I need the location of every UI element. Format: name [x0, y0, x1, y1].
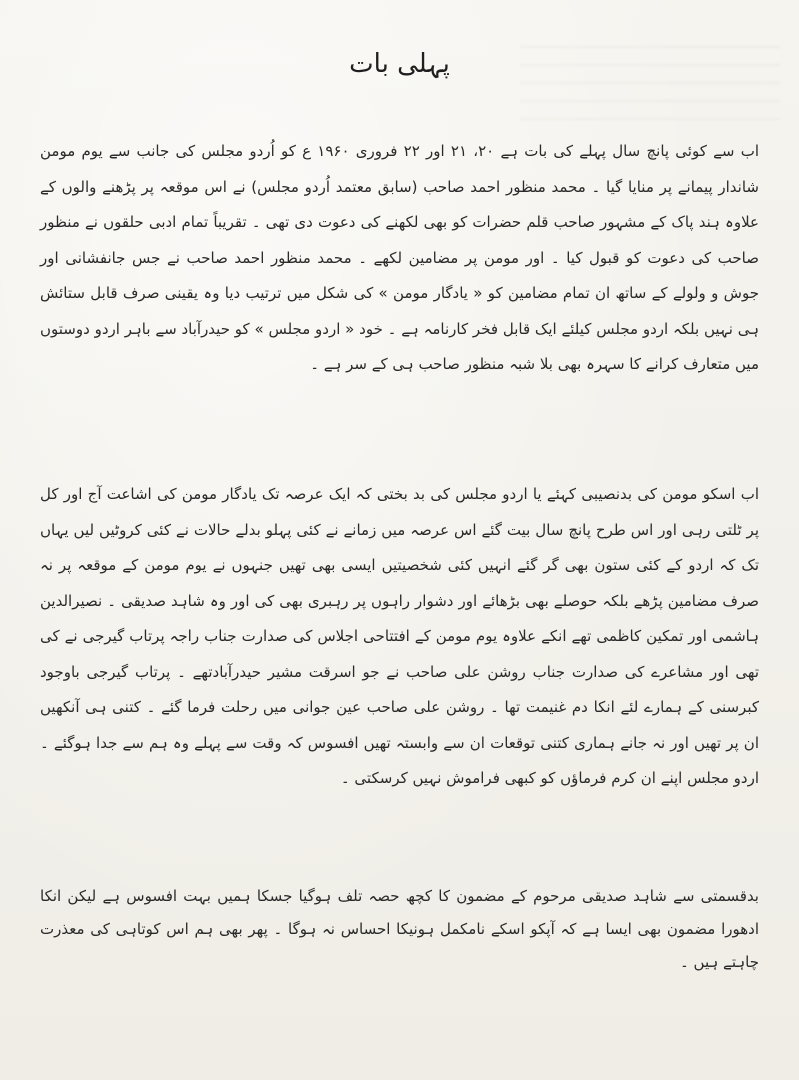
paragraph-2: اب اسکو مومن کی بدنصیبی کہئے یا اردو مجلس کی بد بختی کہ ایک عرصہ تک یادگار مومن کی اشاعت آج اور کل پر ٹلتی رہی اور اس طرح پانچ سال بیت گئے اس عرصہ میں زمانے نے کئی پہلو بدلے حالات نے کئی کروٹیں لیں یہاں تک کہ اردو کے کئی ستون بھی گر گئے انہیں کئی شخصیتیں ایسی بھی تھیں جنہوں نے یوم مومن کے موقعہ پر نہ صرف مضامین پڑھے بلکہ حوصلے بھی بڑھائے اور دشوار راہوں پر رہبری بھی کی اور وہ شاہد صدیقی ۔ نصیرالدین ہاشمی اور تمکین کاظمی تھے انکے علاوہ یوم مومن کے افتتاحی اجلاس کی صدارت جناب راجہ پرتاب گیرجی نے کی تھی اور مشاعرے کی صدارت جناب روشن علی صاحب نے جو اسرقت مشیر حیدرآبادتھے ۔ پرتاب گیرجی باوجود کبرسنی کے ہمارے لئے انکا دم غنیمت تھا ۔ روشن علی صاحب عین جوانی میں رحلت فرما گئے ۔ کتنی ہی آنکھیں ان پر تھیں اور نہ جانے ہماری کتنی توقعات ان سے وابستہ تھیں افسوس کہ وقت سے پہلے وہ ہم سے جدا ہوگئے ۔ اردو مجلس اپنے ان کرم فرماؤں کو کبھی فراموش نہیں کرسکتی ۔ [40, 485, 759, 787]
paragraph-1: اب سے کوئی پانچ سال پہلے کی بات ہے ۲۰، ۲۱ اور ۲۲ فروری ۱۹۶۰ ع کو اُردو مجلس کی جانب سے یوم مومن شاندار پیمانے پر منایا گیا ۔ محمد منظور احمد صاحب (سابق معتمد اُردو مجلس) نے اس موقعہ پر پڑھنے والوں کے علاوہ ہند پاک کے مشہور صاحب قلم حضرات کو بھی لکھنے کی دعوت دی تھی ۔ تقریباً تمام ادبی حلقوں نے منظور صاحب کی دعوت کو قبول کیا ۔ اور مومن پر مضامین لکھے ۔ محمد منظور احمد صاحب نے جس جانفشانی اور جوش و ولولے کے ساتھ ان تمام مضامین کو « یادگار مومن » کی شکل میں ترتیب دیا وہ یقینی صرف قابل ستائش ہی نہیں بلکہ اردو مجلس کیلئے ایک قابل فخر کارنامہ ہے ۔ خود « اردو مجلس » کو حیدرآباد سے باہر اردو دوستوں میں متعارف کرانے کا سہرہ بھی بلا شبہ منظور صاحب ہی کے سر ہے ۔ [40, 142, 759, 373]
page-title: پہلی بات [349, 49, 450, 79]
paragraph-3: بدقسمتی سے شاہد صدیقی مرحوم کے مضمون کا کچھ حصہ تلف ہوگیا جسکا ہمیں بہت افسوس ہے لیکن انکا ادھورا مضمون بھی ایسا ہے کہ آپکو اسکے نامکمل ہونیکا احساس نہ ہوگا ۔ پھر بھی ہم اس کوتاہی کی معذرت چاہتے ہیں ۔ [40, 887, 759, 971]
